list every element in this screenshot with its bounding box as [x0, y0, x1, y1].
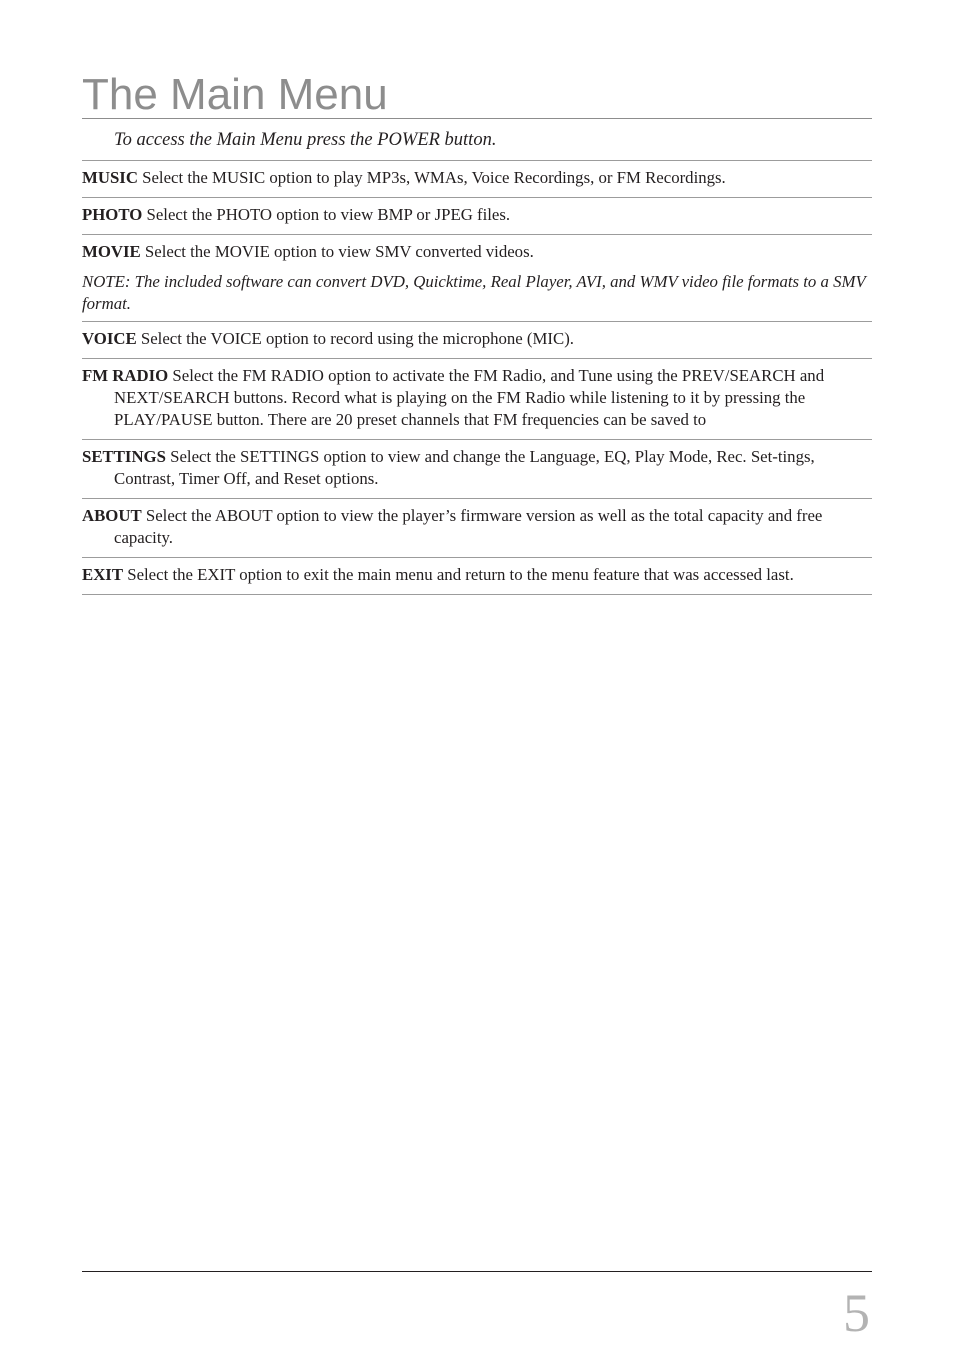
- entry-description: Select the FM RADIO option to activate the FM Radio, and Tune using the PREV/SEARCH and NEXT/SEARCH buttons. Record what is playing on the FM Radio while listening to it by pressing the PLAY/PAUSE button. There are 20 preset channels that FM frequencies can be saved to: [114, 366, 825, 429]
- entry-term: EXIT: [82, 565, 124, 584]
- entry-movie: [82, 234, 872, 271]
- entry-description: Select the VOICE option to record using the microphone (MIC).: [136, 329, 574, 348]
- entry-term: FM RADIO: [82, 366, 169, 385]
- entry-exit: [82, 557, 872, 595]
- entry-term: SETTINGS: [82, 447, 166, 466]
- menu-options-list: [82, 160, 872, 595]
- entry-about: [82, 498, 872, 557]
- entry-description: Select the MUSIC option to play MP3s, WMAs, Voice Recordings, or FM Recordings.: [137, 168, 726, 187]
- entry-description: Select the ABOUT option to view the player’s firmware version as well as the total capacity and free capacity.: [114, 506, 823, 547]
- entry-term: MUSIC: [82, 168, 138, 187]
- footer-divider: [82, 1271, 872, 1272]
- entry-settings: [82, 439, 872, 498]
- intro-text: To access the Main Menu press the POWER button.: [114, 130, 497, 150]
- entry-description: Select the MOVIE option to view SMV converted videos.: [140, 242, 534, 261]
- title-divider: [82, 118, 872, 119]
- entry-description: Select the PHOTO option to view BMP or JPEG files.: [142, 205, 511, 224]
- entry-voice: [82, 321, 872, 358]
- entry-description: Select the EXIT option to exit the main menu and return to the menu feature that was accessed last.: [123, 565, 794, 584]
- entry-fm-radio: [82, 358, 872, 439]
- entry-term: VOICE: [82, 329, 137, 348]
- movie-note: NOTE: The included software can convert DVD, Quicktime, Real Player, AVI, and WMV video file formats to a SMV format.: [82, 272, 866, 313]
- entry-term: ABOUT: [82, 506, 142, 525]
- entry-description: Select the SETTINGS option to view and change the Language, EQ, Play Mode, Rec. Set-tings, Contrast, Timer Off, and Reset options.: [114, 447, 815, 488]
- entry-photo: [82, 197, 872, 234]
- entry-term: PHOTO: [82, 205, 143, 224]
- page-number: 5: [843, 1283, 870, 1343]
- page-title: The Main Menu: [82, 70, 388, 119]
- entry-music: [82, 160, 872, 197]
- entry-term: MOVIE: [82, 242, 141, 261]
